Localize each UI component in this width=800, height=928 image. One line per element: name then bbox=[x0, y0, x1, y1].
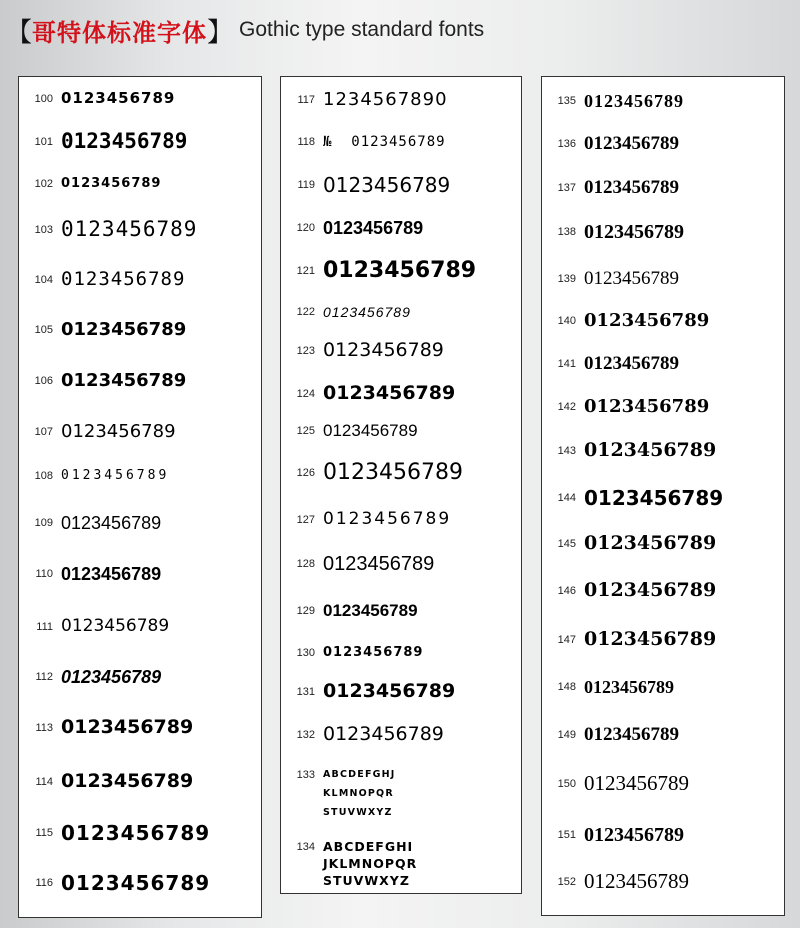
font-sample-row bbox=[542, 312, 709, 330]
font-sample-number: 152 bbox=[557, 875, 576, 888]
font-sample-row bbox=[542, 630, 716, 649]
font-sample-number: 127 bbox=[296, 513, 315, 526]
font-sample-row bbox=[281, 554, 434, 574]
font-sample-number: 100 bbox=[34, 92, 53, 105]
font-sample-row bbox=[281, 305, 411, 319]
font-sample-row bbox=[19, 823, 210, 843]
font-sample-row bbox=[542, 354, 679, 373]
font-sample-row bbox=[19, 514, 161, 532]
font-sample-number: 108 bbox=[34, 469, 53, 482]
font-sample-text: 0123456789 bbox=[61, 268, 186, 290]
font-sample-text: 0123456789 bbox=[323, 382, 456, 404]
font-sample-row bbox=[281, 725, 444, 744]
font-sample-number: 106 bbox=[34, 375, 53, 387]
font-sample-text: 0123456789 bbox=[323, 680, 456, 702]
font-sample-number: 136 bbox=[557, 137, 576, 150]
font-sample-text: 0123456789 bbox=[61, 564, 162, 584]
font-sample-number: 105 bbox=[34, 324, 53, 336]
font-sample-number: 140 bbox=[557, 315, 576, 327]
font-sample-row bbox=[281, 341, 444, 360]
font-sample-text: 0123456789 bbox=[584, 439, 717, 461]
font-sample-row bbox=[19, 718, 193, 737]
font-sample-text: 0123456789 bbox=[584, 677, 674, 697]
font-sample-row bbox=[542, 871, 689, 892]
font-sample-text: 0123456789 bbox=[61, 421, 176, 442]
font-sample-text: 0123456789 bbox=[61, 468, 170, 483]
font-sample-row bbox=[281, 841, 417, 889]
font-sample-row bbox=[542, 269, 679, 288]
font-sample-number: 120 bbox=[296, 222, 315, 234]
font-sample-text: 0123456789 bbox=[584, 268, 679, 289]
header-bracket-close: 】 bbox=[207, 17, 234, 48]
font-sample-text: 0123456789 bbox=[61, 513, 162, 533]
font-sample-row bbox=[19, 372, 186, 390]
font-sample-number: 145 bbox=[557, 537, 576, 550]
font-sample-number: 134 bbox=[296, 841, 315, 853]
font-sample-row bbox=[542, 222, 684, 242]
font-sample-row bbox=[542, 398, 709, 416]
font-sample-number: 123 bbox=[296, 344, 315, 357]
font-sample-text: 0123456789 bbox=[584, 91, 684, 111]
alphabet-line: STUVWXYZ bbox=[323, 873, 410, 888]
alphabet-line: ABCDEFGHI bbox=[323, 839, 414, 854]
font-sample-number: 129 bbox=[296, 604, 315, 617]
font-sample-text: 0123456789 bbox=[61, 770, 194, 792]
font-sample-number: 138 bbox=[557, 226, 576, 238]
font-sample-number: 143 bbox=[557, 444, 576, 457]
alphabet-line: STUVWXYZ bbox=[323, 807, 393, 818]
font-sample-number: 125 bbox=[296, 424, 315, 437]
font-sample-number: 109 bbox=[34, 517, 53, 529]
font-sample-text: 0123456789 bbox=[323, 509, 452, 529]
font-sample-row bbox=[542, 725, 679, 744]
font-sample-number: 132 bbox=[296, 728, 315, 741]
font-sample-number: 146 bbox=[557, 584, 576, 597]
font-sample-row bbox=[281, 769, 396, 822]
font-sample-number: 142 bbox=[557, 401, 576, 413]
font-sample-row bbox=[281, 260, 476, 282]
font-sample-row bbox=[542, 581, 716, 600]
font-sample-text: 0123456789 bbox=[61, 217, 198, 241]
font-sample-number: 102 bbox=[34, 177, 53, 190]
header-title-chinese: 哥特体标准字体 bbox=[32, 18, 208, 47]
font-sample-text bbox=[323, 838, 417, 889]
font-sample-row bbox=[542, 678, 674, 696]
font-panel-right bbox=[541, 76, 785, 916]
font-sample-row bbox=[19, 91, 175, 106]
font-sample-text: 0123456789 bbox=[61, 370, 187, 391]
font-sample-text: 0123456789 bbox=[61, 667, 162, 687]
font-sample-number: 130 bbox=[296, 646, 315, 659]
font-sample-number: 147 bbox=[557, 633, 576, 646]
font-sample-text: 0123456789 bbox=[61, 176, 162, 191]
font-sample-text: 0123456789 bbox=[584, 310, 710, 331]
header-title-english: Gothic type standard fonts bbox=[239, 18, 485, 41]
font-sample-number: 104 bbox=[34, 273, 53, 286]
font-sample-row bbox=[19, 219, 197, 240]
font-sample-row bbox=[542, 773, 689, 794]
font-sample-row bbox=[542, 178, 679, 197]
font-sample-number: 121 bbox=[296, 265, 315, 277]
font-sample-row bbox=[19, 873, 210, 893]
font-sample-text: 1234567890 bbox=[323, 89, 448, 110]
font-sample-text: 0123456789 bbox=[584, 824, 684, 846]
font-sample-row bbox=[542, 534, 716, 553]
font-sample-row bbox=[19, 469, 169, 482]
font-sample-number: 151 bbox=[557, 829, 576, 841]
font-panel-left bbox=[18, 76, 262, 918]
font-sample-number: 126 bbox=[296, 467, 315, 479]
font-sample-number: 111 bbox=[36, 620, 53, 633]
font-sample-row bbox=[281, 462, 463, 484]
font-sample-text: 0123456789 bbox=[323, 258, 477, 283]
font-sample-row bbox=[19, 423, 176, 441]
font-sample-text: 0123456789 bbox=[61, 821, 211, 845]
font-sample-text: 0123456789 bbox=[323, 723, 444, 745]
font-sample-text: 0123456789 bbox=[584, 177, 679, 198]
font-sample-text: 0123456789 bbox=[61, 89, 176, 107]
font-sample-number: 103 bbox=[34, 223, 53, 236]
font-sample-row bbox=[281, 511, 451, 528]
font-sample-row bbox=[19, 131, 187, 152]
font-panel-middle bbox=[280, 76, 522, 894]
font-sample-row bbox=[542, 134, 679, 153]
font-sample-number: 150 bbox=[557, 777, 576, 790]
font-sample-text: 0123456789 bbox=[584, 724, 679, 745]
font-sample-text: 0123456789 bbox=[323, 421, 418, 440]
font-sample-number: 115 bbox=[35, 827, 53, 839]
font-sample-number: 122 bbox=[296, 306, 315, 318]
font-sample-number: 113 bbox=[35, 721, 53, 734]
font-sample-number: 144 bbox=[557, 492, 576, 504]
font-sample-text: 0123456789 bbox=[584, 532, 717, 554]
font-sample-row bbox=[542, 92, 684, 110]
font-sample-row bbox=[281, 219, 423, 237]
font-sample-text: 0123456789 bbox=[323, 173, 451, 197]
font-sample-row bbox=[19, 618, 169, 635]
font-sample-number: 135 bbox=[557, 95, 576, 107]
font-sample-text: 0123456789 bbox=[584, 486, 724, 510]
font-sample-text: 0123456789 bbox=[584, 579, 717, 601]
font-sample-number: 131 bbox=[296, 685, 315, 698]
header-bracket-open: 【 bbox=[6, 17, 33, 48]
font-sample-row bbox=[19, 177, 161, 190]
font-sample-text: 0123456789 bbox=[584, 628, 717, 650]
font-sample-text: 0123456789 bbox=[323, 218, 424, 238]
font-sample-text: 0123456789 bbox=[61, 871, 211, 895]
font-sample-number: 117 bbox=[297, 94, 315, 106]
font-sample-row bbox=[542, 441, 716, 460]
font-sample-row bbox=[281, 135, 446, 149]
font-sample-number: 133 bbox=[296, 769, 315, 781]
font-sample-text: 0123456789 bbox=[323, 601, 418, 620]
font-sample-number: 116 bbox=[35, 877, 53, 889]
font-sample-number: 112 bbox=[35, 671, 53, 683]
font-sample-number: 149 bbox=[557, 728, 576, 741]
font-sample-row bbox=[281, 422, 418, 439]
font-sample-row bbox=[19, 772, 193, 791]
font-sample-number: 101 bbox=[34, 135, 53, 148]
font-sample-text: 0123456789 bbox=[584, 221, 684, 243]
font-sample-text: № 0123456789 bbox=[323, 134, 446, 150]
alphabet-line: KLMNOPQR bbox=[323, 788, 394, 799]
font-sample-row bbox=[542, 488, 723, 508]
font-sample-number: 114 bbox=[35, 775, 53, 788]
font-sample-row bbox=[281, 175, 450, 195]
font-sample-text: 0123456789 bbox=[323, 304, 411, 320]
font-sample-row bbox=[19, 668, 161, 686]
font-sample-text: 0123456789 bbox=[61, 716, 194, 738]
font-sample-text: 0123456789 bbox=[61, 319, 187, 340]
font-sample-number: 148 bbox=[557, 681, 576, 693]
font-sample-row bbox=[281, 646, 423, 659]
font-sample-text: 0123456789 bbox=[584, 396, 710, 417]
font-sample-row bbox=[542, 825, 684, 845]
font-sample-number: 118 bbox=[297, 136, 315, 148]
font-sample-row bbox=[19, 270, 185, 289]
font-sample-text: 0123456789 bbox=[584, 869, 689, 893]
alphabet-line: ABCDEFGHJ bbox=[323, 769, 396, 780]
font-sample-row bbox=[19, 321, 186, 339]
font-sample-number: 107 bbox=[34, 426, 53, 438]
font-sample-number: 110 bbox=[35, 568, 53, 580]
font-sample-text: 0123456789 bbox=[584, 133, 679, 154]
font-sample-text: 0123456789 bbox=[323, 460, 463, 485]
font-sample-text: 0123456789 bbox=[323, 339, 444, 361]
alphabet-line: JKLMNOPQR bbox=[323, 856, 418, 871]
font-sample-text: 0123456789 bbox=[584, 353, 679, 374]
font-sample-number: 128 bbox=[296, 558, 315, 570]
font-sample-row bbox=[281, 682, 455, 701]
font-sample-text: 0123456789 bbox=[61, 616, 170, 636]
font-sample-text: 0123456789 bbox=[323, 553, 435, 575]
font-sample-text: 0123456789 bbox=[323, 645, 424, 660]
font-sample-number: 139 bbox=[557, 272, 576, 285]
font-sample-row bbox=[281, 602, 418, 619]
font-sample-text: 0123456789 bbox=[61, 129, 188, 153]
font-sample-row bbox=[281, 384, 455, 403]
font-sample-text bbox=[323, 765, 396, 822]
font-sample-text: 0123456789 bbox=[584, 771, 689, 795]
font-sample-number: 119 bbox=[297, 179, 315, 191]
font-sample-number: 124 bbox=[296, 387, 315, 400]
font-sample-number: 137 bbox=[557, 181, 576, 194]
font-sample-row bbox=[19, 565, 161, 583]
font-sample-row bbox=[281, 91, 448, 109]
font-sample-number: 141 bbox=[557, 357, 576, 370]
page-header bbox=[6, 14, 484, 46]
